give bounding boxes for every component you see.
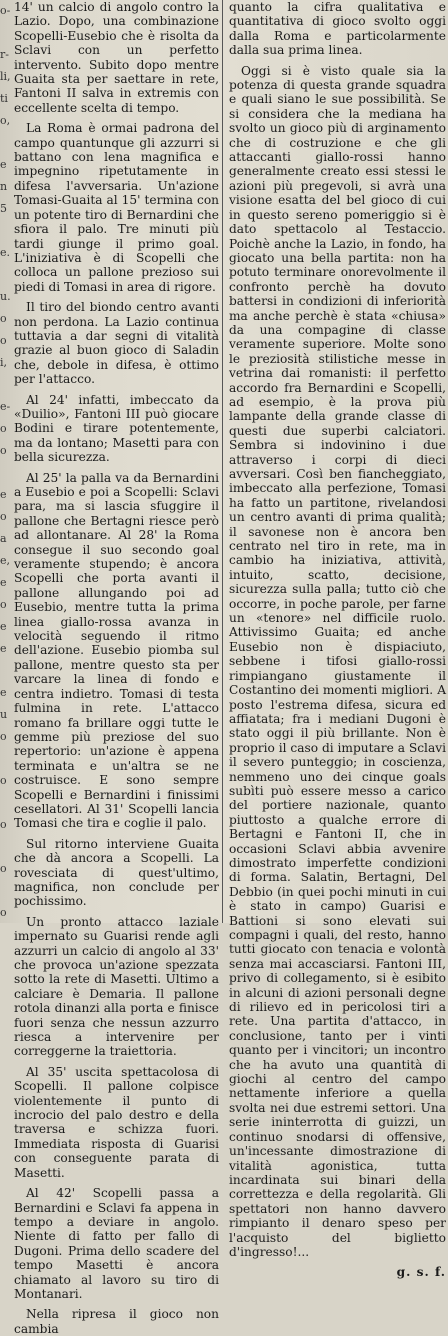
edge-fragment: e — [0, 686, 7, 699]
column-rule — [222, 0, 223, 923]
edge-fragment: o — [0, 444, 7, 457]
edge-fragment: o — [0, 598, 7, 611]
paragraph: 14' un calcio di angolo contro la Lazio. Dopo, una combinazione Scopelli-Eusebio che è risolta da Sclavi con un perfetto intervento. Subito dopo mentre Guaita sta per saettare in rete, Fantoni II salva in extremis con eccellente scelta di tempo. — [14, 0, 219, 115]
paragraph: Il tiro del biondo centro avanti non perdona. La Lazio continua tuttavia a dar segni di vitalità grazie al buon gioco di Saladin che, debole in difesa, è ottimo per l'attacco. — [14, 300, 219, 387]
left-column — [14, 0, 219, 1336]
edge-fragment: o — [0, 862, 7, 875]
edge-fragment: e. — [0, 246, 11, 259]
edge-fragment: o- — [0, 4, 11, 17]
edge-fragment: o — [0, 906, 7, 919]
edge-fragment — [0, 660, 12, 682]
paragraph: Sul ritorno interviene Guaita che dà ancora a Scopelli. La rovesciata di quest'ultimo, magnifica, non conclude per pochissimo. — [14, 836, 219, 909]
edge-fragment: o — [0, 334, 7, 347]
edge-fragment: e, — [0, 554, 11, 567]
edge-fragment: o — [0, 422, 7, 435]
edge-fragment — [0, 792, 12, 814]
edge-fragment: e — [0, 158, 7, 171]
author-signature: g. s. f. — [396, 1265, 446, 1280]
left-margin-fragments — [0, 0, 12, 923]
edge-fragment: e — [0, 576, 7, 589]
edge-fragment: o, — [0, 114, 11, 127]
edge-fragment: i, — [0, 356, 8, 369]
edge-fragment: o — [0, 510, 7, 523]
edge-fragment: e — [0, 642, 7, 655]
paragraph: Al 42' Scopelli passa a Bernardini e Sclavi fa appena in tempo a deviare in angolo. Niente di fatto per fallo di Dugoni. Prima dello scadere del tempo Masetti è ancora chiamato al lavoro su tiro di Montanari. — [14, 1186, 219, 1301]
edge-fragment: a — [0, 532, 7, 545]
right-column — [229, 0, 446, 1280]
edge-fragment: o — [0, 774, 7, 787]
edge-fragment: 5 — [0, 202, 7, 215]
edge-fragment — [0, 132, 12, 154]
edge-fragment: n — [0, 180, 8, 193]
edge-fragment: r- — [0, 48, 9, 61]
paragraph: Nella ripresa il gioco non cambia — [14, 1307, 219, 1336]
paragraph: Al 35' uscita spettacolosa di Scopelli. Il pallone colpisce violentemente il punto di incrocio del palo destro e della traversa e schizza fuori. Immediata risposta di Guarisi con conseguente parata di Masetti. — [14, 1064, 219, 1180]
paragraph: Al 25' la palla va da Bernardini a Eusebio e poi a Scopelli: Sclavi para, ma si lascia sfuggire il pallone che Bertagni riesce però ad allontanare. Al 28' la Roma consegue il suo secondo goal veramente stupendo; è ancora Scopelli che porta avanti il pallone allungando poi ad Eusebio, mentre tutta la prima linea giallo-rossa avanza in velocità seguendo il ritmo dell'azione. Eusebio piomba sul pallone, mentre questo sta per varcare la linea di fondo e centra indietro. Tomasi di testa fulmina in rete. L'attacco romano fa brillare oggi tutte le gemme più preziose del suo repertorio: un'azione è appena terminata e un'altra se ne costruisce. E sono sempre Scopelli e Bernardini i finissimi cesellatori. Al 31' Scopelli lancia Tomasi che tira e coglie il palo. — [14, 470, 219, 831]
edge-fragment — [0, 220, 12, 242]
edge-fragment — [0, 374, 12, 396]
edge-fragment: u — [0, 708, 8, 721]
edge-fragment — [0, 836, 12, 858]
edge-fragment — [0, 462, 12, 484]
paragraph: La Roma è ormai padrona del campo quantunque gli azzurri si battano con lena magnifica e impegnino ripetutamente in difesa l'avversaria. Un'azione Tomasi-Guaita al 15' termina con un potente tiro di Bernardini che sfiora il palo. Tre minuti più tardi giunge il primo goal. L'iniziativa è di Scopelli che colloca un pallone prezioso sui piedi di Tomasi in area di rigore. — [14, 121, 219, 294]
edge-fragment: o — [0, 730, 7, 743]
edge-fragment: li, — [0, 70, 11, 83]
edge-fragment — [0, 264, 12, 286]
edge-fragment — [0, 880, 12, 902]
edge-fragment: o — [0, 818, 7, 831]
edge-fragment: ti — [0, 92, 8, 105]
paragraph: quanto la cifra qualitativa e quantitativa di gioco svolto oggi dalla Roma e particolarmente dalla sua prima linea. — [229, 0, 446, 58]
edge-fragment: e — [0, 620, 7, 633]
edge-fragment — [0, 22, 12, 44]
edge-fragment: e — [0, 488, 7, 501]
edge-fragment: e- — [0, 400, 11, 413]
paragraph: Oggi si è visto quale sia la potenza di questa grande squadra e quali siano le sue possibilità. Se si considera che la mediana ha svolto un gioco più di arginamento che di costruzione e che gli attaccanti giallo-rossi hanno generalmente creato essi stessi le azioni più pregevoli, si avrà una visione esatta del bel gioco di cui in questo sereno pomeriggio si è dato spettacolo al Testaccio. Poichè anche la Lazio, in fondo, ha giocato una bella partita: non ha potuto terminare onorevolmente il confronto perchè ha dovuto battersi in condizioni di inferiorità ma anche perchè è stata «chiusa» da una compagine di classe veramente superiore. Molte sono le preziosità stilistiche messe in vetrina dai romanisti: il perfetto accordo fra Bernardini e Scopelli, ad esempio, è la prova più lampante della grande classe di questi due superbi calciatori. Sembra si indovinino i due attraverso i corpi di dieci avversari. Così ben fiancheggiato, imbeccato alla perfezione, Tomasi ha fatto un partitone, rivelandosi un centro avanti di prima qualità; il savonese non è ancora ben centrato nel tiro in rete, ma in cambio ha iniziativa, attività, intuito, scatto, decisione, sicurezza sulla palla; tutto ciò che occorre, in poche parole, per farne un «tenore» nel difficile ruolo. Attivissimo Guaita; ed anche Eusebio non è dispiaciuto, sebbene i tifosi giallo-rossi rimpiangano giustamente il Costantino dei momenti migliori. A posto l'estrema difesa, sicura ed affiatata; fra i mediani Dugoni è stato oggi il più brillante. Non è proprio il caso di imputare a Sclavi il severo punteggio; in coscienza, nemmeno uno dei cinque goals subìti può essere messo a carico del portiere nazionale, quanto piuttosto a qualche errore di Bertagni e Fantoni II, che in occasioni Sclavi abbia avvenire dimostrato imperfette condizioni di forma. Salatin, Bertagni, Del Debbio (in quei pochi minuti in cui è stato in campo) Guarisi e Battioni si sono elevati sui compagni i quali, del resto, hanno tutti giocato con tenacia e volontà senza mai accasciarsi. Fantoni III, privo di collegamento, si è esibito in alcuni di azioni personali degne di rilievo ed in pericolosi tiri a rete. Una partita d'attacco, in conclusione, tanto per i vinti quanto per i vincitori; un incontro che ha avuto una quantità di giochi al centro del campo nettamente inferiore a quella svolta nei due estremi settori. Una serie ininterrotta di guizzi, un continuo snodarsi di offensive, un'incessante dimostrazione di vitalità agonistica, tutta incardinata sui binari della correttezza e della regolarità. Gli spettatori non hanno davvero rimpianto il denaro speso per l'acquisto del biglietto d'ingresso!... — [229, 63, 446, 1259]
paragraph: Un pronto attacco laziale impernato su Guarisi rende agli azzurri un calcio di angolo al 33' che provoca un'azione spezzata sotto la rete di Masetti. Ultimo a calciare è Demaria. Il pallone rotola dinanzi alla porta e finisce fuori senza che nessun azzurro riesca a intervenire per correggerne la traiettoria. — [14, 914, 219, 1059]
edge-fragment — [0, 748, 12, 770]
edge-fragment: o — [0, 312, 7, 325]
edge-fragment: u. — [0, 290, 11, 303]
paragraph: Al 24' infatti, imbeccato da «Duilio», Fantoni III può giocare Bodini e tirare potentemente, ma da lontano; Masetti para con bella sicurezza. — [14, 392, 219, 465]
